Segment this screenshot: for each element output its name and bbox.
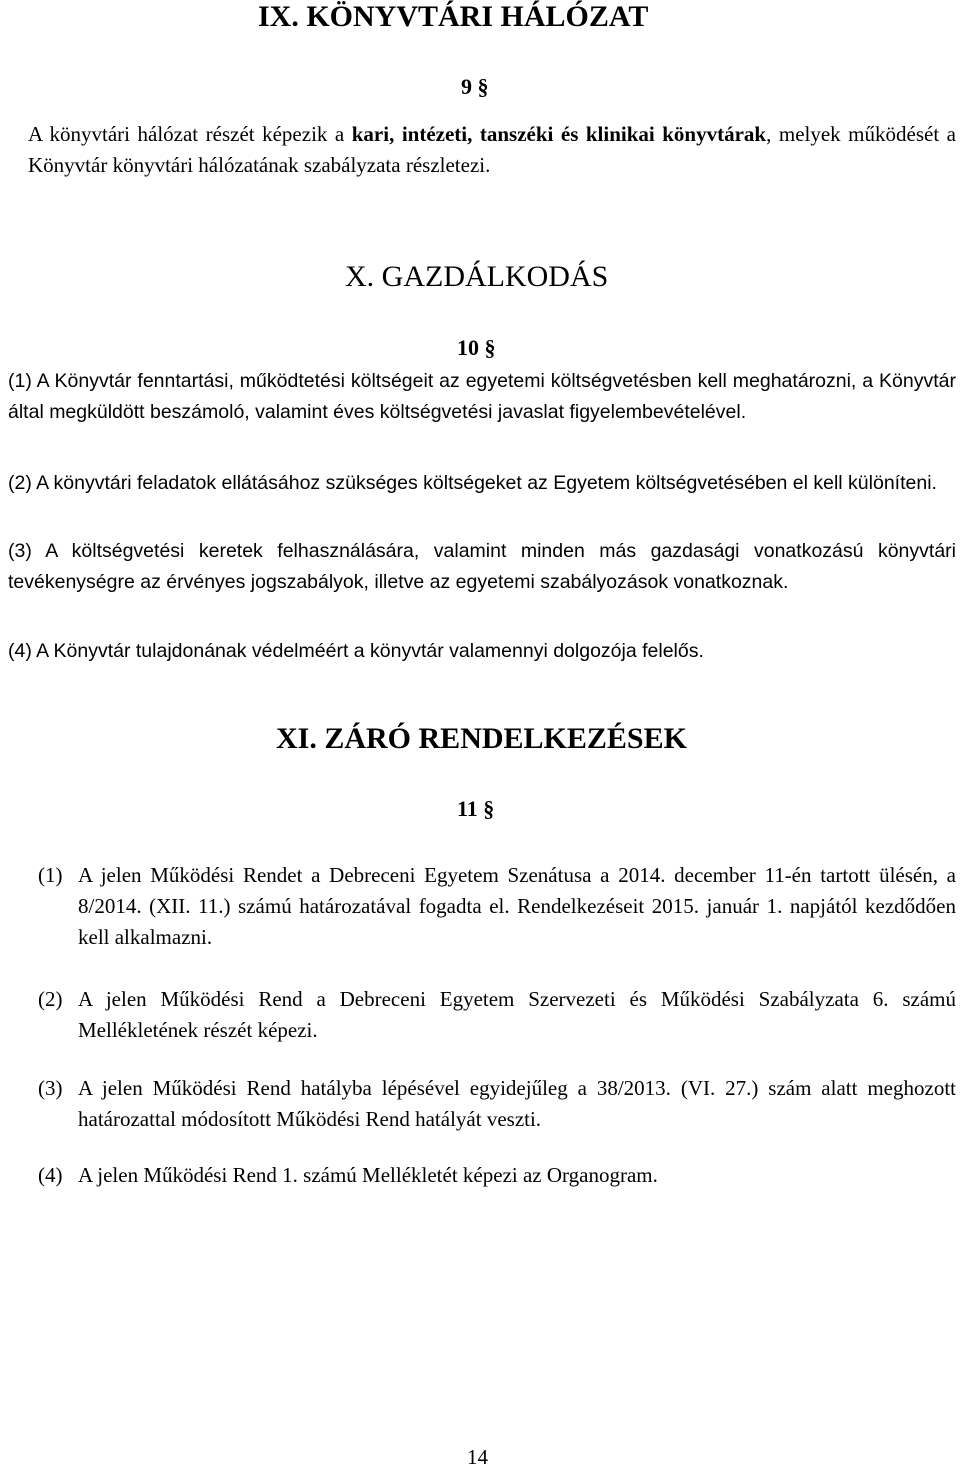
- list-item-number: (1): [38, 863, 63, 887]
- section-mark-10: 10 §: [457, 335, 496, 360]
- section-mark-9: 9 §: [461, 74, 489, 99]
- list-item-number: (3): [38, 1076, 63, 1100]
- paragraph-x-2: (2) A könyvtári feladatok ellátásához szükséges költségeket az Egyetem költségvetésében el kell különíteni.: [8, 472, 937, 494]
- heading-ix: IX. KÖNYVTÁRI HÁLÓZAT: [258, 0, 649, 33]
- list-item-number: (4): [38, 1163, 63, 1187]
- paragraph-x-1: (1) A Könyvtár fenntartási, működtetési költségeit az egyetemi költségvetésben kell meghatározni, a Könyvtár által megküldött beszámoló, valamint éves költségvetési javaslat figyelembevételével.: [8, 370, 956, 423]
- list-item: [38, 1073, 956, 1135]
- list-item-text: A jelen Működési Rend 1. számú Mellékletét képezi az Organogram.: [78, 1163, 658, 1187]
- section-mark-11: 11 §: [457, 796, 495, 821]
- heading-xi: XI. ZÁRÓ RENDELKEZÉSEK: [276, 722, 687, 755]
- paragraph-ix-suffix: , melyek működését a Könyvtár könyvtári hálózatának szabályzata részletezi.: [28, 122, 956, 177]
- list-item: [38, 1160, 956, 1191]
- list-item-text: A jelen Működési Rend a Debreceni Egyetem Szervezeti és Működési Szabályzata 6. számú Mellékletének részét képezi.: [78, 987, 956, 1042]
- list-item-text: A jelen Működési Rendet a Debreceni Egyetem Szenátusa a 2014. december 11-én tartott ülésén, a 8/2014. (XII. 11.) számú határozatával fogadta el. Rendelkezéseit 2015. január 1. napjától kezdődően kell alkalmazni.: [78, 863, 956, 949]
- paragraph-x-4: (4) A Könyvtár tulajdonának védelméért a könyvtár valamennyi dolgozója felelős.: [8, 640, 704, 662]
- paragraph-ix-bold: kari, intézeti, tanszéki és klinikai könyvtárak: [351, 122, 767, 146]
- paragraph-x-3: (3) A költségvetési keretek felhasználására, valamint minden más gazdasági vonatkozású könyvtári tevékenységre az érvényes jogszabályok, illetve az egyetemi szabályozások vonatkoznak.: [8, 540, 956, 593]
- list-item: [38, 860, 956, 953]
- list-item: [38, 984, 956, 1046]
- list-item-text: A jelen Működési Rend hatályba lépésével egyidejűleg a 38/2013. (VI. 27.) szám alatt meghozott határozattal módosított Működési Rend hatályát veszti.: [78, 1076, 956, 1131]
- heading-x: X. GAZDÁLKODÁS: [345, 260, 609, 293]
- paragraph-ix-prefix: A könyvtári hálózat részét képezik a: [28, 122, 352, 146]
- paragraph-ix: [28, 119, 956, 181]
- list-item-number: (2): [38, 987, 63, 1011]
- page-number: 14: [467, 1445, 488, 1469]
